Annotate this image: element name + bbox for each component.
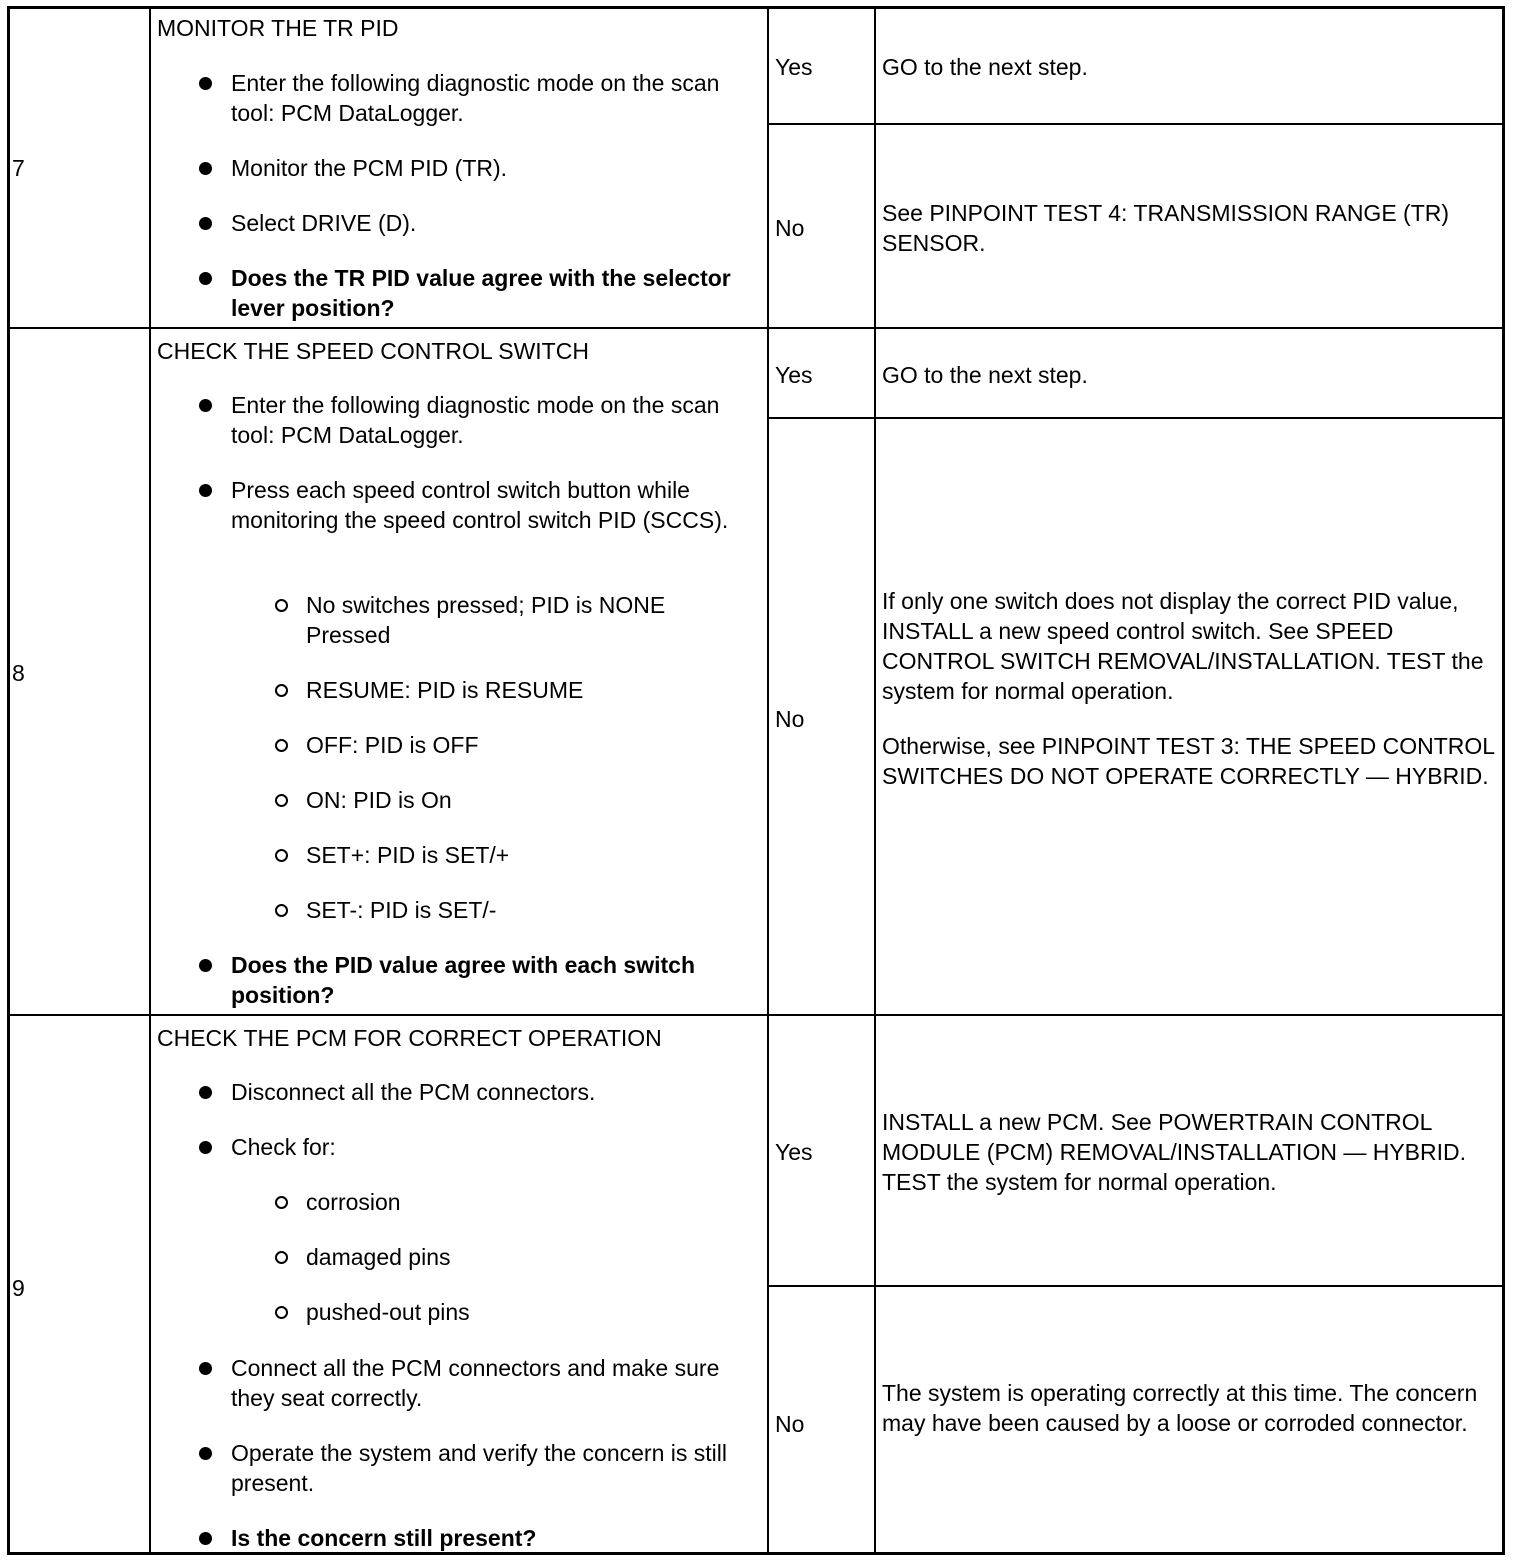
instruction: Operate the system and verify the concern is still present. — [231, 1440, 727, 1496]
answer-divider — [767, 123, 1505, 125]
sub-bullet-icon — [275, 599, 288, 612]
sub-bullet-icon — [275, 739, 288, 752]
bullet-icon — [199, 1362, 212, 1375]
sub-bullet-icon — [275, 1196, 288, 1209]
answer-yes: Yes — [775, 362, 813, 388]
answer-divider — [767, 417, 1505, 419]
action-yes: GO to the next step. — [882, 54, 1088, 80]
instruction: Connect all the PCM connectors and make sure they seat correctly. — [231, 1355, 720, 1411]
action-no: The system is operating correctly at this time. The concern may have been caused by a loose or corroded connector. — [882, 1380, 1478, 1436]
bullet-icon — [199, 1447, 212, 1460]
sub-item: SET+: PID is SET/+ — [306, 842, 510, 868]
sub-item: corrosion — [306, 1189, 401, 1215]
instruction: Monitor the PCM PID (TR). — [231, 155, 508, 181]
action-no: See PINPOINT TEST 4: TRANSMISSION RANGE (TR) SENSOR. — [882, 200, 1450, 256]
row-divider — [7, 1014, 1505, 1016]
question: Is the concern still present? — [231, 1525, 537, 1551]
bullet-icon — [199, 1141, 212, 1154]
bullet-icon — [199, 272, 212, 285]
sub-item: No switches pressed; PID is NONE Pressed — [306, 592, 666, 648]
sub-bullet-icon — [275, 1251, 288, 1264]
sub-bullet-icon — [275, 794, 288, 807]
answer-no: No — [775, 1411, 805, 1437]
step-title: CHECK THE PCM FOR CORRECT OPERATION — [157, 1025, 662, 1051]
instruction: Enter the following diagnostic mode on the scan tool: PCM DataLogger. — [231, 392, 720, 448]
answer-no: No — [775, 215, 805, 241]
bullet-icon — [199, 1532, 212, 1545]
instruction: Enter the following diagnostic mode on the scan tool: PCM DataLogger. — [231, 70, 720, 126]
sub-item: OFF: PID is OFF — [306, 732, 479, 758]
bullet-icon — [199, 959, 212, 972]
instruction: Disconnect all the PCM connectors. — [231, 1079, 596, 1105]
column-divider — [149, 6, 151, 1555]
answer-yes: Yes — [775, 54, 813, 80]
question: Does the PID value agree with each switch position? — [231, 952, 695, 1008]
bullet-icon — [199, 162, 212, 175]
bullet-icon — [199, 77, 212, 90]
bullet-icon — [199, 484, 212, 497]
sub-bullet-icon — [275, 684, 288, 697]
action-yes: GO to the next step. — [882, 362, 1088, 388]
sub-item: ON: PID is On — [306, 787, 452, 813]
sub-bullet-icon — [275, 904, 288, 917]
sub-item: SET-: PID is SET/- — [306, 897, 497, 923]
step-title: MONITOR THE TR PID — [157, 15, 399, 41]
row-divider — [7, 327, 1505, 329]
bullet-icon — [199, 1086, 212, 1099]
instruction: Select DRIVE (D). — [231, 210, 417, 236]
sub-bullet-icon — [275, 849, 288, 862]
bullet-icon — [199, 217, 212, 230]
column-divider — [874, 6, 876, 1555]
sub-item: pushed-out pins — [306, 1299, 470, 1325]
step-number: 7 — [12, 155, 25, 181]
answer-divider — [767, 1285, 1505, 1287]
sub-item: damaged pins — [306, 1244, 451, 1270]
step-title: CHECK THE SPEED CONTROL SWITCH — [157, 338, 589, 364]
column-divider — [767, 6, 769, 1555]
step-number: 9 — [12, 1275, 25, 1301]
sub-item: RESUME: PID is RESUME — [306, 677, 584, 703]
instruction: Check for: — [231, 1134, 336, 1160]
action-no: If only one switch does not display the correct PID value, INSTALL a new speed control switch. See SPEED CONTROL SWITCH REMOVAL/INSTALLATION. TEST the system for normal operation. Otherwise, see PINPOINT TEST 3: THE SPEED CONTROL SWITCHES DO NOT OPERATE CORRECTLY — HYBRID. — [882, 588, 1495, 789]
question: Does the TR PID value agree with the selector lever position? — [231, 265, 731, 321]
step-number: 8 — [12, 660, 25, 686]
answer-yes: Yes — [775, 1139, 813, 1165]
bullet-icon — [199, 399, 212, 412]
answer-no: No — [775, 706, 805, 732]
sub-bullet-icon — [275, 1306, 288, 1319]
action-yes: INSTALL a new PCM. See POWERTRAIN CONTROL MODULE (PCM) REMOVAL/INSTALLATION — HYBRID. TEST the system for normal operation. — [882, 1109, 1467, 1195]
instruction: Press each speed control switch button while monitoring the speed control switch PID (SCCS). — [231, 477, 729, 533]
